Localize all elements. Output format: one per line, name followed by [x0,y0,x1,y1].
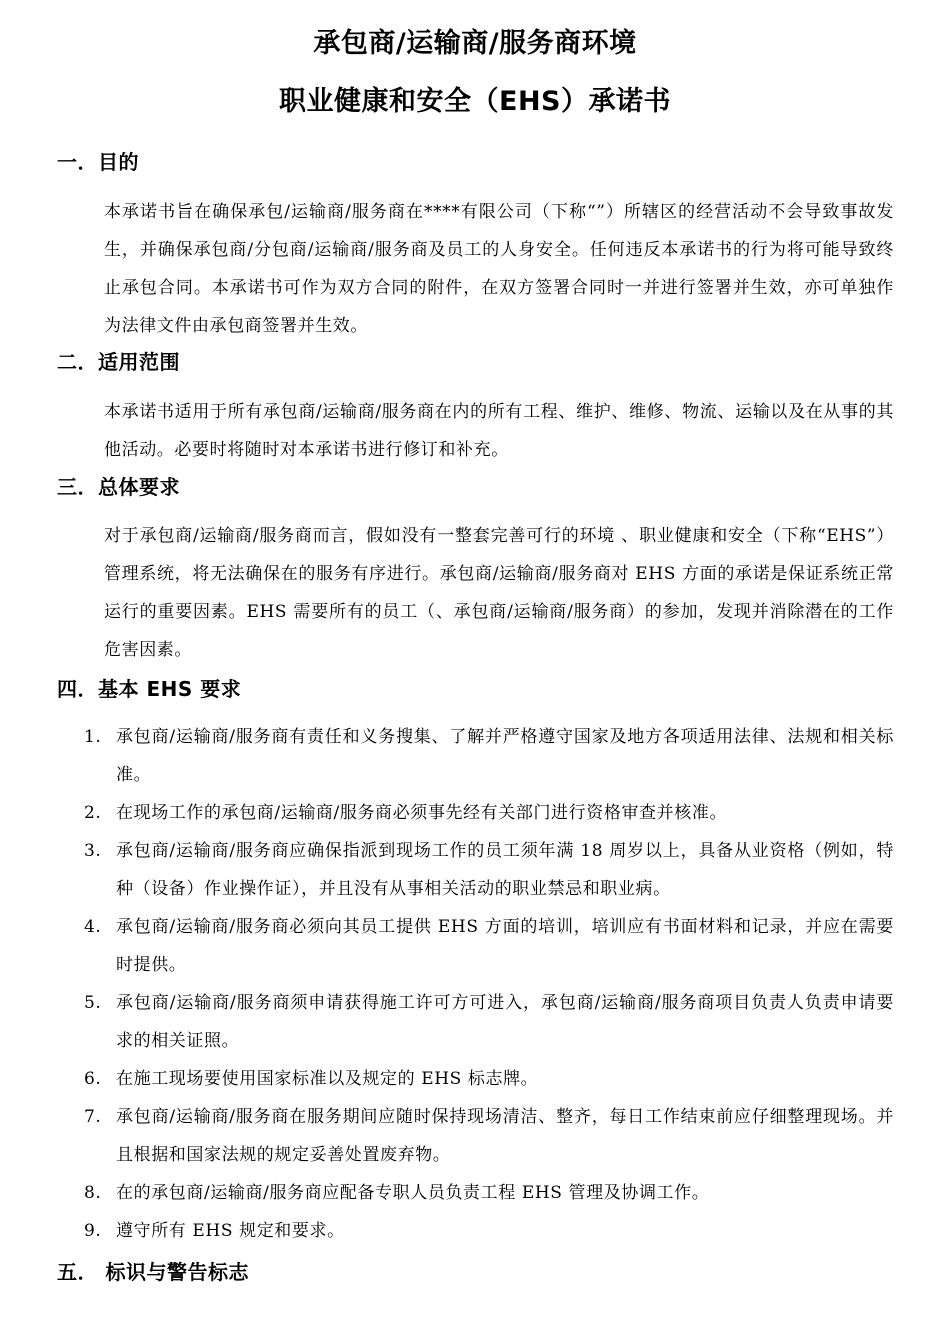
section-heading-scope: 二．适用范围 [57,350,180,374]
list-item-text: 承包商/运输商/服务商应确保指派到现场工作的员工须年满 18 周岁以上，具备从业资格（例如，特种（设备）作业操作证），并且没有从事相关活动的职业禁忌和职业病。 [116,841,894,899]
section-heading-general-requirements: 三．总体要求 [57,475,180,499]
list-item-number: 8. [84,1183,102,1203]
section-paragraph-purpose: 本承诺书旨在确保承包/运输商/服务商在****有限公司（下称“”）所辖区的经营活动不会导致事故发生，并确保承包商/分包商/运输商/服务商及员工的人身安全。任何违反本承诺书的行为将可能导致终止承包合同。本承诺书可作为双方合同的附件，在双方签署合同时一并进行签署并生效，亦可单独作为法律文件由承包商签署并生效。 [104,202,894,336]
list-item [84,908,894,984]
list-item [84,1060,894,1098]
section-heading-purpose: 一．目的 [57,150,139,174]
list-item [84,718,894,794]
document-title-line-2: 职业健康和安全（EHS）承诺书 [279,86,671,117]
list-item-number: 6. [84,1069,102,1089]
section-paragraph-general-requirements: 对于承包商/运输商/服务商而言，假如没有一整套完善可行的环境 、职业健康和安全（下称“EHS”）管理系统，将无法确保在的服务有序进行。承包商/运输商/服务商对 EHS 方面的承诺是保证系统正常运行的重要因素。EHS 需要所有的员工（、承包商/运输商/服务商）的参加，发现并消除潜在的工作危害因素。 [104,526,894,660]
list-item-number: 7. [84,1107,102,1127]
list-item-number: 1. [84,727,102,747]
list-item-number: 9. [84,1221,102,1241]
ehs-requirements-list [84,718,894,1250]
list-item [84,1174,894,1212]
document-title-line-1: 承包商/运输商/服务商环境 [313,28,637,59]
list-item [84,794,894,832]
section-paragraph-scope: 本承诺书适用于所有承包商/运输商/服务商在内的所有工程、维护、维修、物流、运输以及在从事的其他活动。必要时将随时对本承诺书进行修订和补充。 [104,402,894,460]
list-item [84,1212,894,1250]
section-heading-signs-and-warnings: 五． 标识与警告标志 [57,1260,249,1284]
list-item-text: 在现场工作的承包商/运输商/服务商必须事先经有关部门进行资格审查并核准。 [116,803,728,823]
list-item-text: 在施工现场要使用国家标准以及规定的 EHS 标志牌。 [116,1069,539,1089]
list-item-number: 2. [84,803,102,823]
list-item [84,832,894,908]
list-item-text: 在的承包商/运输商/服务商应配备专职人员负责工程 EHS 管理及协调工作。 [116,1183,710,1203]
list-item-text: 承包商/运输商/服务商须申请获得施工许可方可进入，承包商/运输商/服务商项目负责人负责申请要求的相关证照。 [116,993,894,1051]
list-item-text: 遵守所有 EHS 规定和要求。 [116,1221,345,1241]
list-item-text: 承包商/运输商/服务商必须向其员工提供 EHS 方面的培训，培训应有书面材料和记录，并应在需要时提供。 [116,917,894,975]
list-item-number: 5. [84,993,102,1013]
list-item [84,1098,894,1174]
list-item-number: 3. [84,841,102,861]
list-item-number: 4. [84,917,102,937]
list-item-text: 承包商/运输商/服务商有责任和义务搜集、了解并严格遵守国家及地方各项适用法律、法规和相关标准。 [116,727,894,785]
list-item-text: 承包商/运输商/服务商在服务期间应随时保持现场清洁、整齐，每日工作结束前应仔细整理现场。并且根据和国家法规的规定妥善处置废弃物。 [116,1107,894,1165]
section-heading-basic-ehs-requirements: 四．基本 EHS 要求 [57,677,242,701]
list-item [84,984,894,1060]
